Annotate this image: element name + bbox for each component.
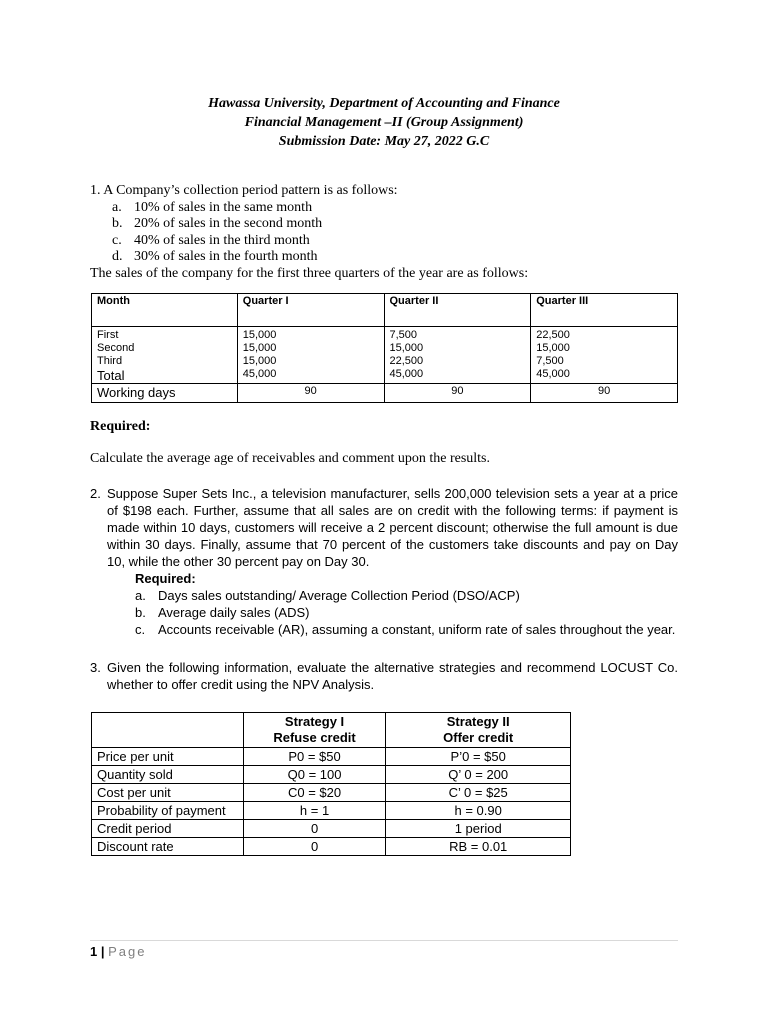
total-label: Total <box>97 368 125 383</box>
q3-number: 3. <box>90 660 101 675</box>
question-1 <box>90 183 690 282</box>
header-university: Hawassa University, Department of Accounting and Finance <box>208 96 560 111</box>
quarter-1-values: 15,000 15,000 15,000 45,000 <box>237 327 384 384</box>
page-number: 1 <box>90 944 98 959</box>
header-month: Month <box>92 294 238 327</box>
q1-intro-line <box>90 183 690 200</box>
q2-required-heading: Required: <box>135 571 196 586</box>
q1-item-c: c. 40% of sales in the third month <box>112 232 310 248</box>
q2-text: Suppose Super Sets Inc., a television manufacturer, sells 200,000 television sets a year at a price of $198 each. Further, assume that all sales are on credit with the following terms: if payment is made within 10 days, customers will receive a 2 percent discount; otherwise the full amount is due within 30 days. Finally, assume that 70 percent of the customers take discounts and pay on Day 10, while the other 30 percent pay on Day 30. <box>107 486 678 569</box>
table-row: Discount rate 0 RB = 0.01 <box>92 838 571 856</box>
question-3 <box>90 659 678 693</box>
header-quarter-3: Quarter III <box>531 294 678 327</box>
footer-separator: | <box>100 944 105 959</box>
working-days-row <box>92 384 678 403</box>
page-footer <box>90 944 147 959</box>
page-label: Page <box>108 944 147 959</box>
q1-intro: A Company’s collection period pattern is as follows: <box>103 183 398 198</box>
q1-number: 1. <box>90 183 101 198</box>
strategy-table-header <box>92 713 571 748</box>
header-quarter-2: Quarter II <box>384 294 531 327</box>
document-header <box>0 94 768 151</box>
q2-item-c: c. Accounts receivable (AR), assuming a constant, uniform rate of sales throughout the year. <box>135 622 676 637</box>
sales-table <box>91 293 678 403</box>
q1-required-heading: Required: <box>90 419 151 434</box>
q2-item-b: b. Average daily sales (ADS) <box>135 605 310 620</box>
working-days-label: Working days <box>92 384 238 403</box>
quarter-3-values: 22,500 15,000 7,500 45,000 <box>531 327 678 384</box>
header-course: Financial Management –II (Group Assignment) <box>244 115 524 130</box>
strategy-table <box>91 712 571 856</box>
month-labels-cell: First Second Third Total <box>92 327 238 384</box>
header-strategy-1: Strategy I Refuse credit <box>243 713 386 748</box>
header-submission-date: Submission Date: May 27, 2022 G.C <box>278 134 490 149</box>
q2-number: 2. <box>90 486 101 501</box>
footer-divider <box>90 940 678 941</box>
table-row: Quantity sold Q0 = 100 Q’ 0 = 200 <box>92 766 571 784</box>
sales-table-data-row <box>92 327 678 384</box>
q1-item-a: a. 10% of sales in the same month <box>112 199 313 215</box>
header-blank <box>92 713 244 748</box>
q2-item-a: a. Days sales outstanding/ Average Collection Period (DSO/ACP) <box>135 588 520 603</box>
table-row: Probability of payment h = 1 h = 0.90 <box>92 802 571 820</box>
sales-table-header <box>92 294 678 327</box>
header-strategy-2: Strategy II Offer credit <box>386 713 571 748</box>
q3-text: Given the following information, evaluate the alternative strategies and recommend LOCUST Co. whether to offer credit using the NPV Analysis. <box>107 660 678 692</box>
question-2 <box>90 485 678 638</box>
table-row: Credit period 0 1 period <box>92 820 571 838</box>
quarter-2-values: 7,500 15,000 22,500 45,000 <box>384 327 531 384</box>
q1-sales-intro: The sales of the company for the first three quarters of the year are as follows: <box>90 265 529 281</box>
q1-task: Calculate the average age of receivables and comment upon the results. <box>90 451 490 466</box>
working-days-q1: 90 <box>237 384 384 403</box>
working-days-q2: 90 <box>384 384 531 403</box>
table-row: Cost per unit C0 = $20 C’ 0 = $25 <box>92 784 571 802</box>
working-days-q3: 90 <box>531 384 678 403</box>
q1-item-b: b. 20% of sales in the second month <box>112 216 323 231</box>
header-quarter-1: Quarter I <box>237 294 384 327</box>
q1-item-d: d. 30% of sales in the fourth month <box>112 249 318 264</box>
table-row: Price per unit P0 = $50 P’0 = $50 <box>92 748 571 766</box>
